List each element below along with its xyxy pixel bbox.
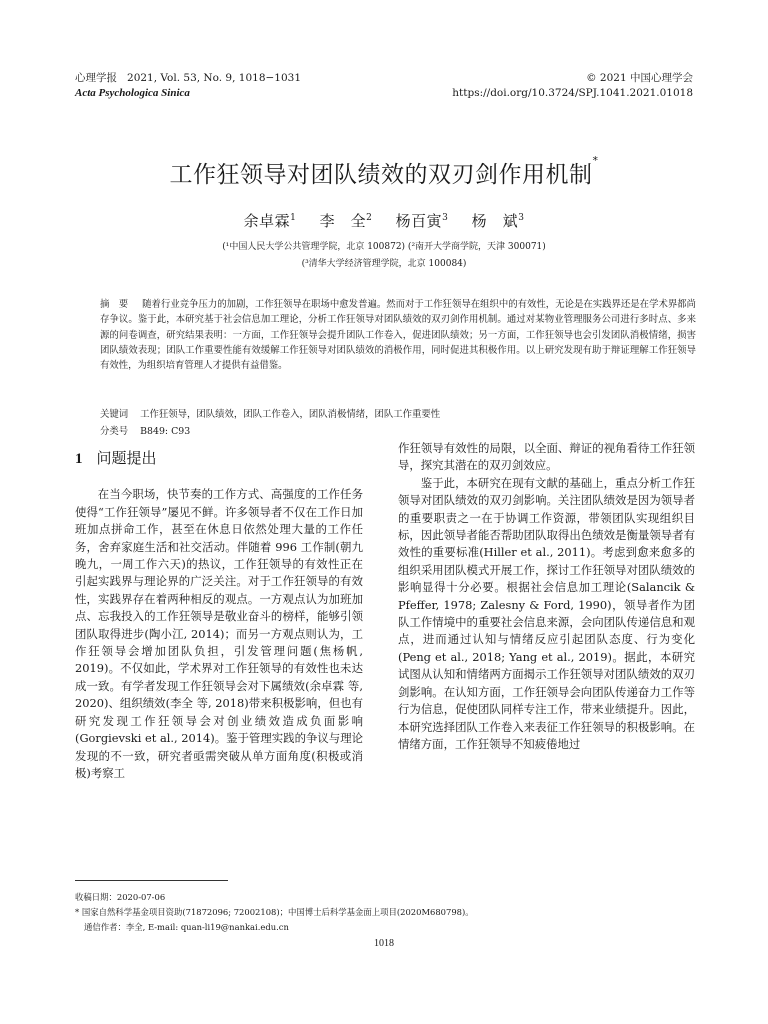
affiliation-line-1: (¹中国人民大学公共管理学院，北京 100872) (²南开大学商学院，天津 300071)	[222, 242, 546, 252]
doi-link[interactable]: https://doi.org/10.3724/SPJ.1041.2021.01018	[452, 87, 693, 99]
journal-volume: 2021, Vol. 53, No. 9, 1018−1031	[127, 72, 302, 84]
title-footnote-mark: *	[592, 154, 599, 167]
classification	[100, 423, 190, 437]
author: 李 全$^2$	[319, 212, 373, 230]
journal-header-left	[75, 71, 301, 101]
section-title: 问题提出	[96, 449, 157, 467]
abstract	[100, 297, 696, 373]
abstract-text: 随着行业竞争压力的加剧，工作狂领导在职场中愈发普遍。然而对于工作狂领导在组织中的有效性，无论是在实践界还是在学术界都尚存争议。鉴于此，本研究基于社会信息加工理论，分析工作狂领导对团队绩效的双刃剑作用机制。通过对某物业管理服务公司进行多时点、多来源的问卷调查，研究结果表明：一方面，工作狂领导会提升团队工作卷入，促进团队绩效；另一方面，工作狂领导也会引发团队消极情绪，损害团队绩效表现；团队工作重要性能有效缓解工作狂领导对团队绩效的消极作用，同时促进其积极作用。以上研究发现有助于辩证理解工作狂领导有效性，为组织培育管理人才提供有益借鉴。	[100, 299, 696, 372]
section-heading	[75, 450, 363, 468]
footnote-correspondence: 通信作者：李全, E-mail: quan-li19@nankai.edu.cn	[84, 922, 289, 932]
page-number: 1018	[374, 938, 394, 949]
keywords-text: 工作狂领导，团队绩效，团队工作卷入，团队消极情绪，团队工作重要性	[140, 409, 441, 420]
body-column-left	[75, 446, 363, 782]
footnote-funding: * 国家自然科学基金项目资助(71872096; 72002108)；中国博士后科学基金面上项目(2020M680798)。	[75, 907, 474, 917]
journal-header-right	[452, 71, 693, 101]
author-list	[0, 210, 768, 231]
author: 余卓霖$^1$	[243, 212, 297, 230]
body-paragraph: 在当今职场，快节奏的工作方式、高强度的工作任务使得“工作狂领导”屡见不鲜。许多领导者不仅在工作日加班加点拼命工作，甚至在休息日依然处理大量的工作任务，舍弃家庭生活和社交活动。伴随着 996 工作制(朝九晚九，一周工作六天)的热议，工作狂领导的有效性正在引起实践界与理论界的广泛关注。对于工作狂领导的有效性，实践界存在着两种相反的观点。一方观点认为加班加点、忘我投入的工作狂领导是敬业奋斗的榜样，能够引领团队取得进步(陶小江, 2014)；而另一方观点则认为，工作狂领导会增加团队负担，引发管理问题(焦杨帆, 2019)。不仅如此，学术界对工作狂领导的有效性也未达成一致。有学者发现工作狂领导会对下属绩效(余卓霖 等, 2020)、组织绩效(李全 等, 2018)带来积极影响，但也有研究发现工作狂领导会对创业绩效造成负面影响(Gorgievski et al., 2014)。鉴于管理实践的争议与理论发现的不一致，研究者亟需突破从单方面角度(积极或消极)考察工	[75, 487, 363, 780]
author: 杨百寅$^3$	[395, 212, 449, 230]
body-column-right	[398, 440, 695, 753]
affiliation-line-2: (³清华大学经济管理学院，北京 100084)	[301, 259, 467, 269]
body-paragraph: 鉴于此，本研究在现有文献的基础上，重点分析工作狂领导对团队绩效的双刃剑影响。关注团队绩效是因为领导者的重要职责之一在于协调工作资源，带领团队实现组织目标，因此领导者能否帮助团队取得出色绩效是衡量领导者有效性的重要标准(Hiller et al., 2011)。考虑到愈来愈多的组织采用团队模式开展工作，探讨工作狂领导对团队绩效的影响显得十分必要。根据社会信息加工理论(Salancik & Pfeffer, 1978; Zalesny & Ford, 1990)，领导者作为团队工作情境中的重要社会信息来源，会向团队传递信息和观点，进而通过认知与情绪反应引起团队态度、行为变化(Peng et al., 2018; Yang et al., 2019)。据此，本研究试图从认知和情绪两方面揭示工作狂领导对团队绩效的双刃剑影响。在认知方面，工作狂领导会向团队传递奋力工作等行为信息，促使团队同样专注工作，带来业绩提升。因此，本研究选择团队工作卷入来表征工作狂领导的积极影响。在情绪方面，工作狂领导不知疲倦地过	[398, 475, 695, 751]
keywords	[100, 406, 440, 420]
abstract-label: 摘 要	[100, 299, 129, 310]
classification-label: 分类号	[100, 426, 129, 437]
classification-text: B849: C93	[140, 426, 191, 437]
footnote-divider	[75, 880, 228, 881]
author: 杨 斌$^3$	[471, 212, 525, 230]
body-paragraph: 作狂领导有效性的局限，以全面、辩证的视角看待工作狂领导，探究其潜在的双刃剑效应。	[398, 441, 695, 473]
journal-name-en: Acta Psychologica Sinica	[75, 87, 190, 99]
footnote-received: 收稿日期：2020-07-06	[75, 892, 166, 902]
copyright-notice: © 2021 中国心理学会	[586, 72, 693, 84]
paper-title-text: 工作狂领导对团队绩效的双刃剑作用机制	[169, 162, 593, 188]
section-number: 1	[75, 451, 83, 467]
journal-name-cn: 心理学报	[75, 72, 117, 84]
keywords-label: 关键词	[100, 409, 129, 420]
paper-title	[0, 156, 768, 189]
